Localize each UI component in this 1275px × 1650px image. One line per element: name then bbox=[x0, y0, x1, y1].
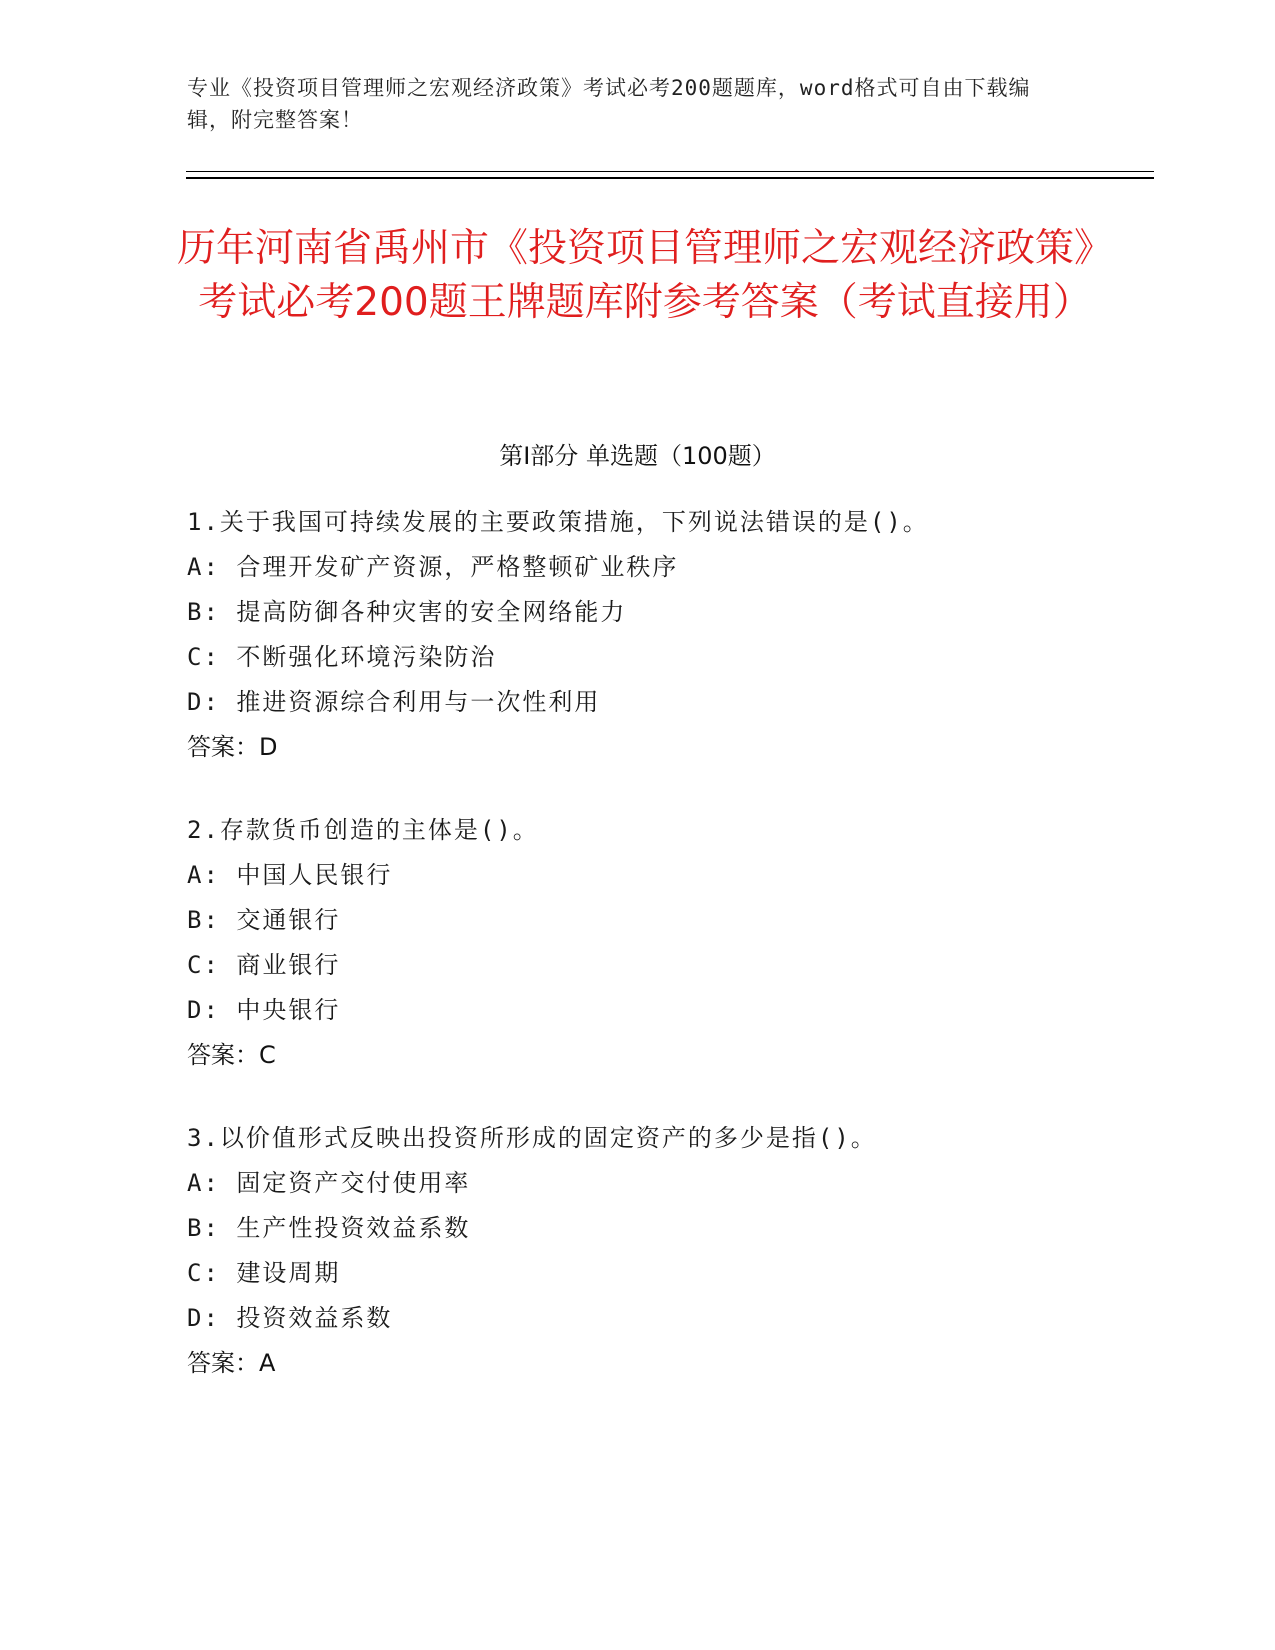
question-3 bbox=[187, 1116, 1127, 1386]
option-c: C: 商业银行 bbox=[187, 951, 341, 979]
document-title: 历年河南省禹州市《投资项目管理师之宏观经济政策》考试必考200题王牌题库附参考答案（考试直接用） bbox=[176, 226, 1113, 325]
section-heading: 第I部分 单选题（100题） bbox=[499, 442, 776, 470]
option-a: A: 合理开发矿产资源，严格整顿矿业秩序 bbox=[187, 553, 679, 581]
question-stem: 3.以价值形式反映出投资所形成的固定资产的多少是指()。 bbox=[187, 1124, 877, 1152]
option-b: B: 提高防御各种灾害的安全网络能力 bbox=[187, 598, 627, 626]
question-2 bbox=[187, 808, 1127, 1078]
option-d: D: 推进资源综合利用与一次性利用 bbox=[187, 688, 601, 716]
option-c: C: 不断强化环境污染防治 bbox=[187, 643, 497, 671]
answer: 答案：D bbox=[187, 733, 278, 761]
option-b: B: 交通银行 bbox=[187, 906, 341, 934]
option-d: D: 投资效益系数 bbox=[187, 1304, 393, 1332]
answer: 答案：C bbox=[187, 1041, 276, 1069]
question-1 bbox=[187, 500, 1127, 770]
question-stem: 2.存款货币创造的主体是()。 bbox=[187, 816, 539, 844]
header-rule-bottom bbox=[186, 177, 1154, 179]
question-stem: 1.关于我国可持续发展的主要政策措施，下列说法错误的是()。 bbox=[187, 508, 929, 536]
header-note: 专业《投资项目管理师之宏观经济政策》考试必考200题题库，word格式可自由下载编辑，附完整答案！ bbox=[187, 76, 1031, 132]
option-d: D: 中央银行 bbox=[187, 996, 341, 1024]
answer: 答案：A bbox=[187, 1349, 276, 1377]
option-a: A: 中国人民银行 bbox=[187, 861, 393, 889]
option-a: A: 固定资产交付使用率 bbox=[187, 1169, 471, 1197]
header-rule-top bbox=[186, 171, 1154, 172]
option-c: C: 建设周期 bbox=[187, 1259, 341, 1287]
option-b: B: 生产性投资效益系数 bbox=[187, 1214, 471, 1242]
